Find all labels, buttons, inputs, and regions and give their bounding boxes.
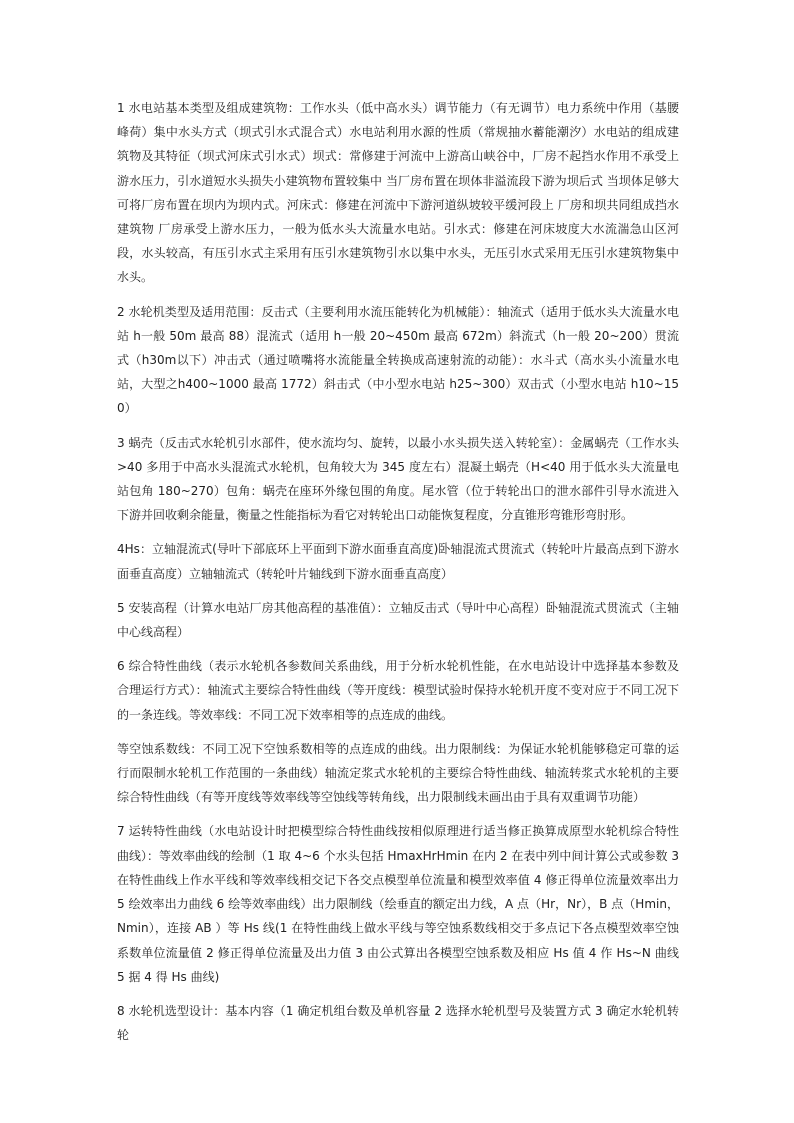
paragraph-2: 2 水轮机类型及适用范围：反击式（主要利用水流压能转化为机械能）：轴流式（适用于低水头大流量水电站 h一般 50m 最高 88）混流式（适用 h一般 20~450m 最高 672m）斜流式（h一般 20~200）贯流式（h30m以下）冲击式（通过喷嘴将水流能量全转换成高速射流的动能）：水斗式（高水头小流量水电站，大型之h400~1000 最高 1772）斜击式（中小型水电站 h25~300）双击式（小型水电站 h10~150） [117, 304, 679, 416]
paragraph-4: 4Hs：立轴混流式(导叶下部底环上平面到下游水面垂直高度)卧轴混流式贯流式（转轮叶片最高点到下游水面垂直高度）立轴轴流式（转轮叶片轴线到下游水面垂直高度） [117, 542, 679, 581]
paragraph-8: 7 运转特性曲线（水电站设计时把模型综合特性曲线按相似原理进行适当修正换算成原型水轮机综合特性曲线）：等效率曲线的绘制（1 取 4~6 个水头包括 HmaxHrHmin 在内 2 在表中列中间计算公式或参数 3 在特性曲线上作水平线和等效率线相交记下各交点模型单位流量和模型效率值 4 修正得单位流量效率出力 5 绘效率出力曲线 6 绘等效率曲线）出力限制线（绘垂直的额定出力线，A 点（Hr，Nr），B 点（Hmin，Nmin），连接 AB ）等 Hs 线(1 在特性曲线上做水平线与等空蚀系数线相交于多点记下各点模型效率空蚀系数单位流量值 2 修正得单位流量及出力值 3 由公式算出各模型空蚀系数及相应 Hs 值 4 作 Hs~N 曲线 5 据 4 得 Hs 曲线) [117, 824, 679, 984]
paragraph-5: 5 安装高程（计算水电站厂房其他高程的基准值）：立轴反击式（导叶中心高程）卧轴混流式贯流式（主轴中心线高程） [117, 600, 679, 640]
paragraph-6: 6 综合特性曲线（表示水轮机各参数间关系曲线，用于分析水轮机性能，在水电站设计中选择基本参数及合理运行方式）：轴流式主要综合特性曲线（等开度线：模型试验时保持水轮机开度不变对应于不同工况下的一条连线。等效率线：不同工况下效率相等的点连成的曲线。 [117, 659, 679, 722]
paragraph-7: 等空蚀系数线：不同工况下空蚀系数相等的点连成的曲线。出力限制线：为保证水轮机能够稳定可靠的运行而限制水轮机工作范围的一条曲线）轴流定浆式水轮机的主要综合特性曲线、轴流转浆式水轮机的主要综合特性曲线（有等开度线等效率线等空蚀线等转角线，出力限制线未画出由于具有双重调节功能） [117, 741, 679, 805]
paragraph-9: 8 水轮机选型设计：基本内容（1 确定机组台数及单机容量 2 选择水轮机型号及装置方式 3 确定水轮机转轮 [117, 1003, 679, 1043]
paragraph-3: 3 蜗壳（反击式水轮机引水部件，使水流均匀、旋转，以最小水头损失送入转轮室）：金属蜗壳（工作水头>40 多用于中高水头混流式水轮机，包角较大为 345 度左右）混凝土蜗壳（H<40 用于低水头大流量电站包角 180~270）包角：蜗壳在座环外缘包围的角度。尾水管（位于转轮出口的泄水部件引导水流进入下游并回收剩余能量，衡量之性能指标为看它对转轮出口动能恢复程度，分直锥形弯锥形弯肘形。 [117, 435, 679, 523]
paragraph-1: 1 水电站基本类型及组成建筑物：工作水头（低中高水头）调节能力（有无调节）电力系统中作用（基腰峰荷）集中水头方式（坝式引水式混合式）水电站利用水源的性质（常规抽水蓄能潮汐）水电站的组成建筑物及其特征（坝式河床式引水式）坝式：常修建于河流中上游高山峡谷中，厂房不起挡水作用不承受上游水压力，引水道短水头损失小建筑物布置较集中 当厂房布置在坝体非溢流段下游为坝后式 当坝体足够大可将厂房布置在坝内为坝内式。河床式：修建在河流中下游河道纵坡较平缓河段上 厂房和坝共同组成挡水建筑物 厂房承受上游水压力，一般为低水头大流量水电站。引水式：修建在河床坡度大水流湍急山区河段，水头较高，有压引水式主采用有压引水建筑物引水以集中水头，无压引水式采用无压引水建筑物集中水头。 [117, 101, 679, 285]
document-body [117, 96, 679, 1057]
